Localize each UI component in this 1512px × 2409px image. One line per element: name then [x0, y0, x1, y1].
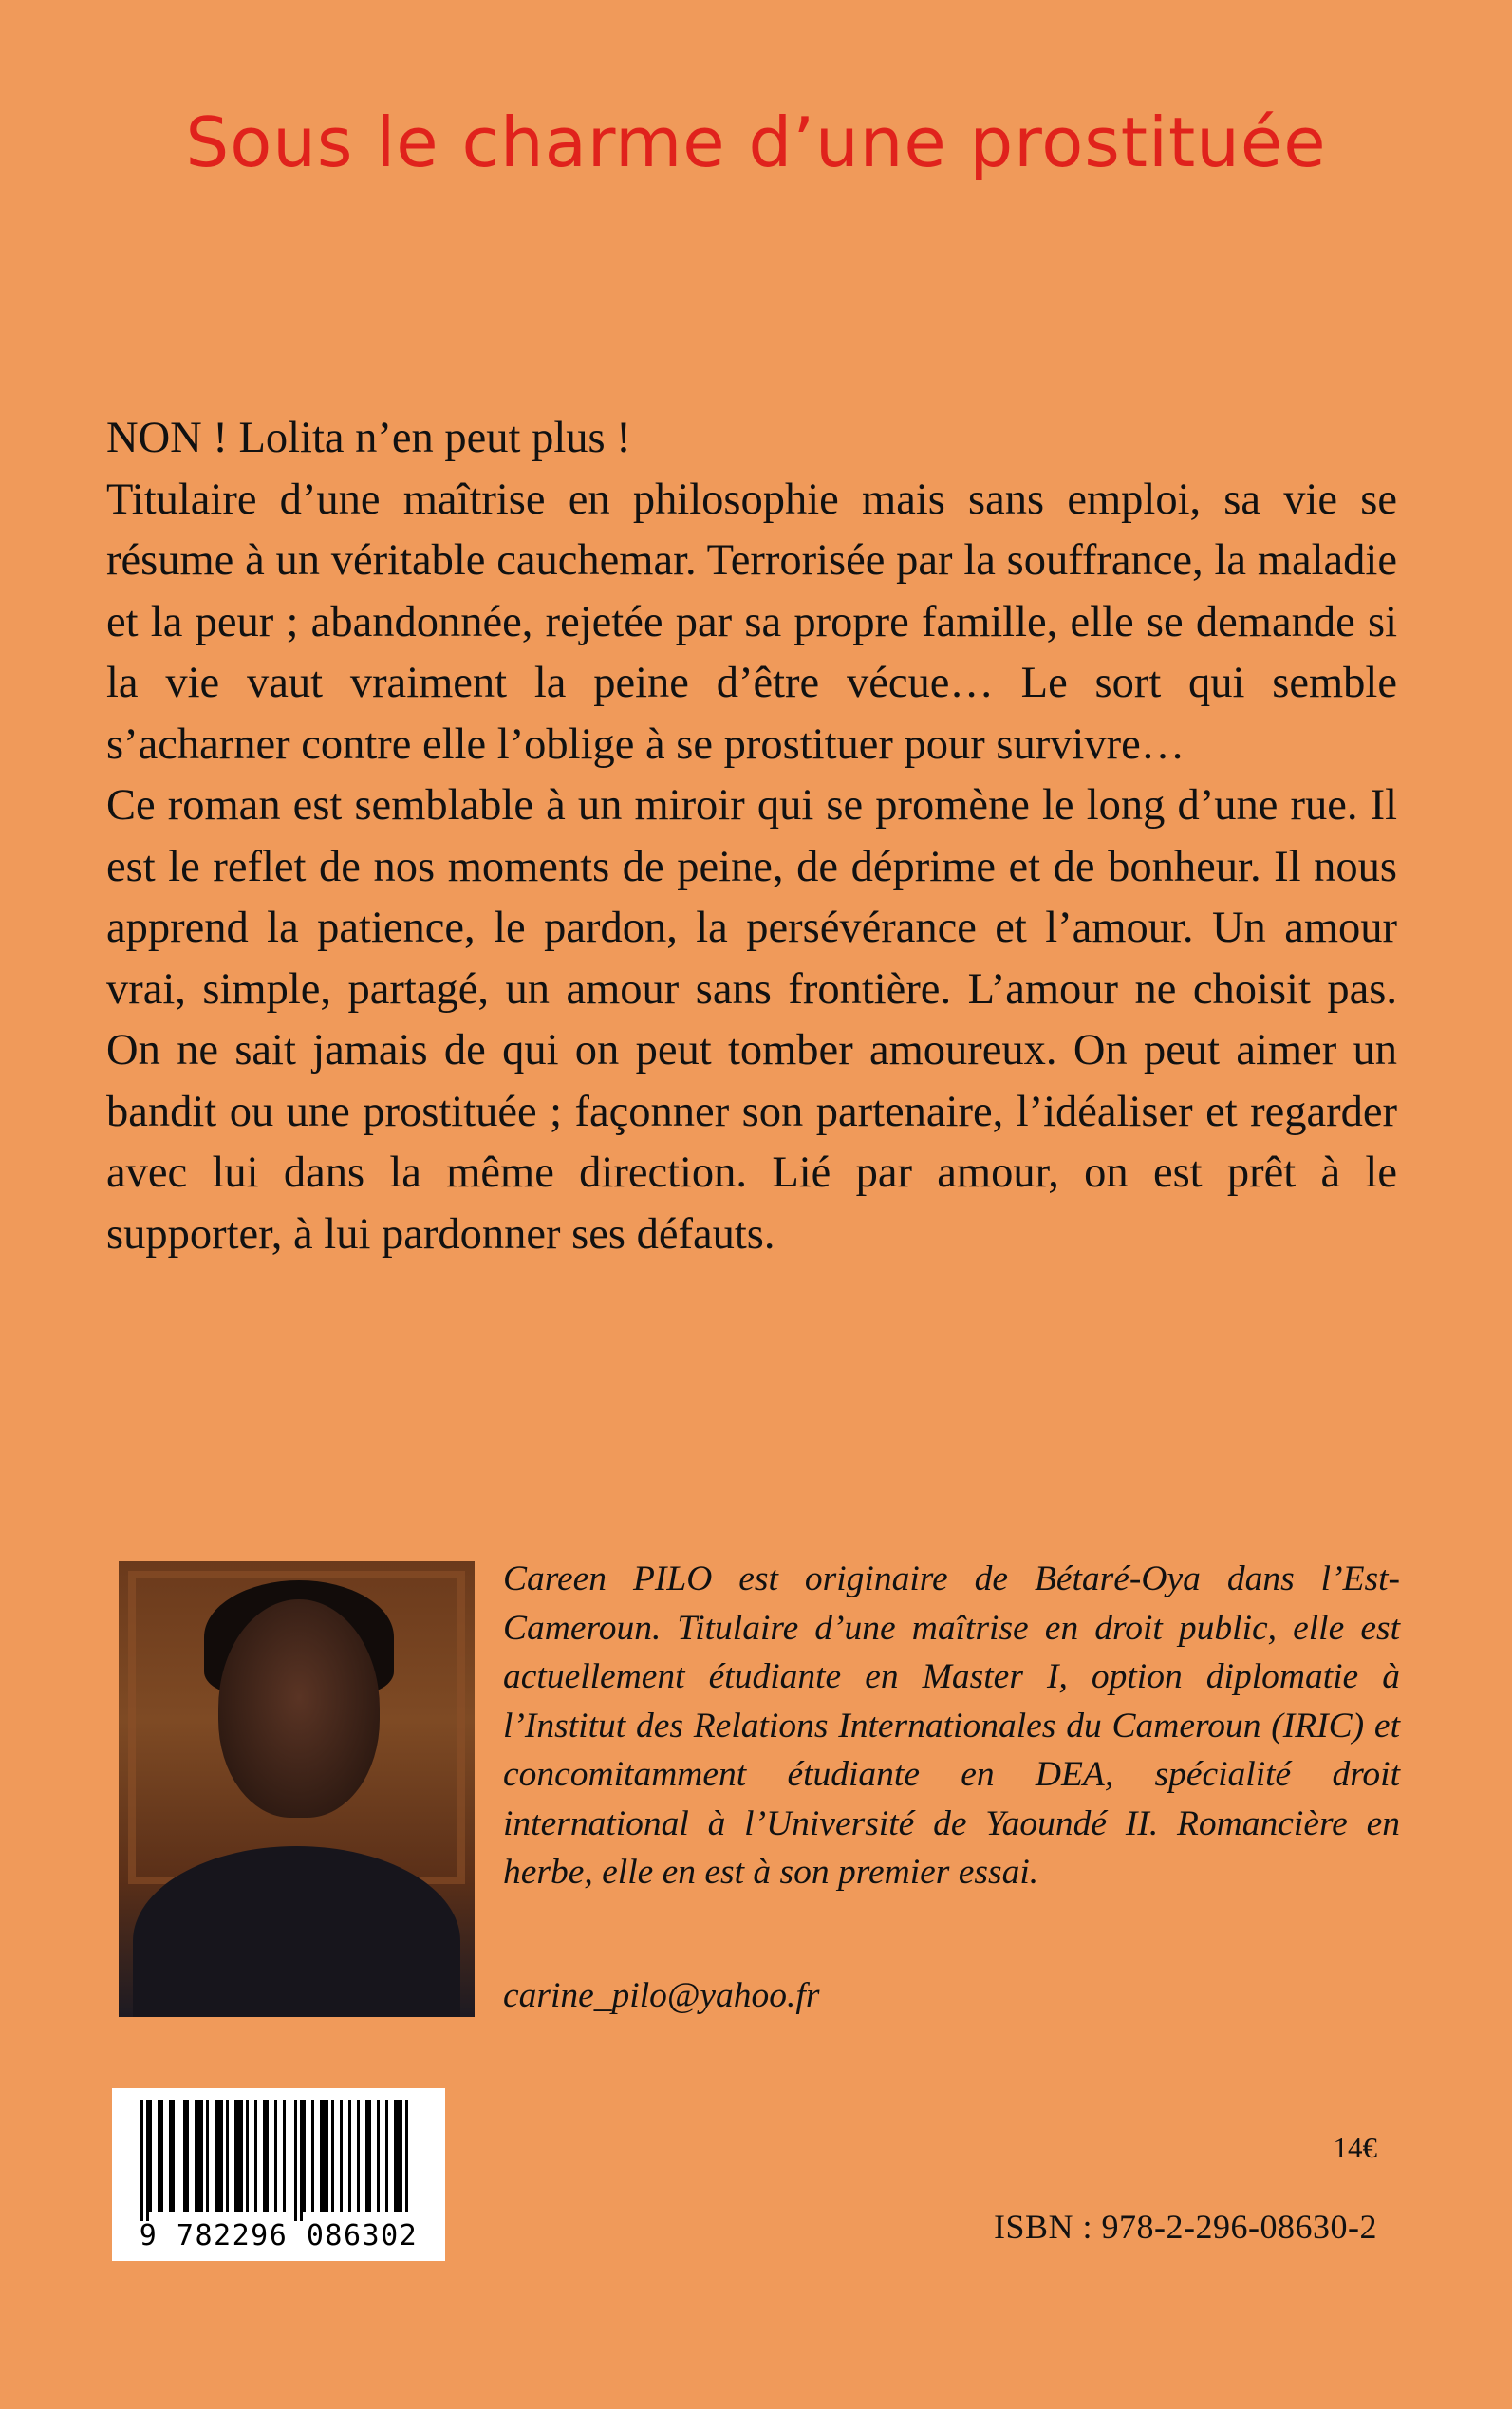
barcode-bar	[303, 2100, 306, 2212]
blurb-paragraph: NON ! Lolita n’en peut plus !	[106, 414, 631, 462]
barcode-guard-bar	[140, 2100, 143, 2221]
barcode-bar	[405, 2100, 408, 2212]
barcode-bar	[274, 2100, 277, 2212]
barcode-bar	[348, 2100, 351, 2212]
barcode-guard-bar	[146, 2100, 149, 2221]
barcode-bar	[149, 2100, 152, 2212]
author-photo	[119, 1561, 475, 2017]
barcode-bars	[112, 2088, 445, 2221]
barcode-bar	[183, 2100, 189, 2212]
barcode-digits: 9 782296 086302	[139, 2219, 419, 2252]
barcode-guard-bar	[294, 2100, 297, 2221]
isbn-barcode	[112, 2088, 445, 2261]
barcode-bar	[320, 2100, 328, 2212]
barcode-bar	[169, 2100, 175, 2212]
barcode-bar	[283, 2100, 286, 2212]
blurb-paragraph: Ce roman est semblable à un miroir qui se promène le long d’une rue. Il est le reflet de nos moments de peine, de déprime et de bonheur. Il nous apprend la patience, le pardon, la persévérance et l’amour. Un amour vrai, simple, partagé, un amour sans frontière. L’amour ne choisit pas. On ne sait jamais de qui on peut tomber amoureux. On peut aimer un bandit ou une prostituée ; façonner son partenaire, l’idéaliser et regarder avec lui dans la même direction. Lié par amour, on est prêt à le supporter, à lui pardonner ses défauts.	[106, 781, 1397, 1259]
barcode-guard-bar	[300, 2100, 303, 2221]
author-email: carine_pilo@yahoo.fr	[503, 1976, 820, 2015]
back-cover-blurb	[106, 408, 1397, 1265]
barcode-bar	[254, 2100, 257, 2212]
barcode-bar	[311, 2100, 314, 2212]
barcode-bar	[206, 2100, 209, 2212]
barcode-bar	[331, 2100, 334, 2212]
price: 14€	[1333, 2131, 1377, 2164]
barcode-bar	[340, 2100, 343, 2212]
book-title: Sous le charme d’une prostituée	[185, 103, 1327, 182]
author-bio	[503, 1555, 1400, 1897]
barcode-bar	[385, 2100, 388, 2212]
barcode-bar	[394, 2100, 402, 2212]
barcode-bar	[195, 2100, 203, 2212]
author-bio-text: Careen PILO est originaire de Bétaré-Oya dans l’Est-Cameroun. Titulaire d’une maîtrise en droit public, elle est actuellement étudiante en Master I, option diplomatie à l’Institut des Relations Internationales du Cameroun (IRIC) et concomitamment étudiante en DEA, spécialité droit international à l’Université de Yaoundé II. Romancière en herbe, elle en est à son premier essai.	[503, 1559, 1400, 1892]
barcode-bar	[377, 2100, 380, 2212]
isbn-number: ISBN : 978-2-296-08630-2	[994, 2208, 1377, 2246]
photo-author-face	[218, 1599, 380, 1818]
barcode-bar	[246, 2100, 249, 2212]
blurb-paragraph: Titulaire d’une maîtrise en philosophie mais sans emploi, sa vie se résume à un véritable cauchemar. Terrorisée par la souffrance, la maladie et la peur ; abandonnée, rejetée par sa propre famille, elle se demande si la vie vaut vraiment la peine d’être vécue… Le sort qui semble s’acharner contre elle l’oblige à se prostituer pour survivre…	[106, 475, 1397, 769]
barcode-bar	[263, 2100, 269, 2212]
barcode-bar	[234, 2100, 243, 2212]
barcode-bar	[158, 2100, 163, 2212]
barcode-bar	[215, 2100, 223, 2212]
barcode-bar	[365, 2100, 371, 2212]
barcode-bar	[226, 2100, 229, 2212]
barcode-bar	[357, 2100, 360, 2212]
